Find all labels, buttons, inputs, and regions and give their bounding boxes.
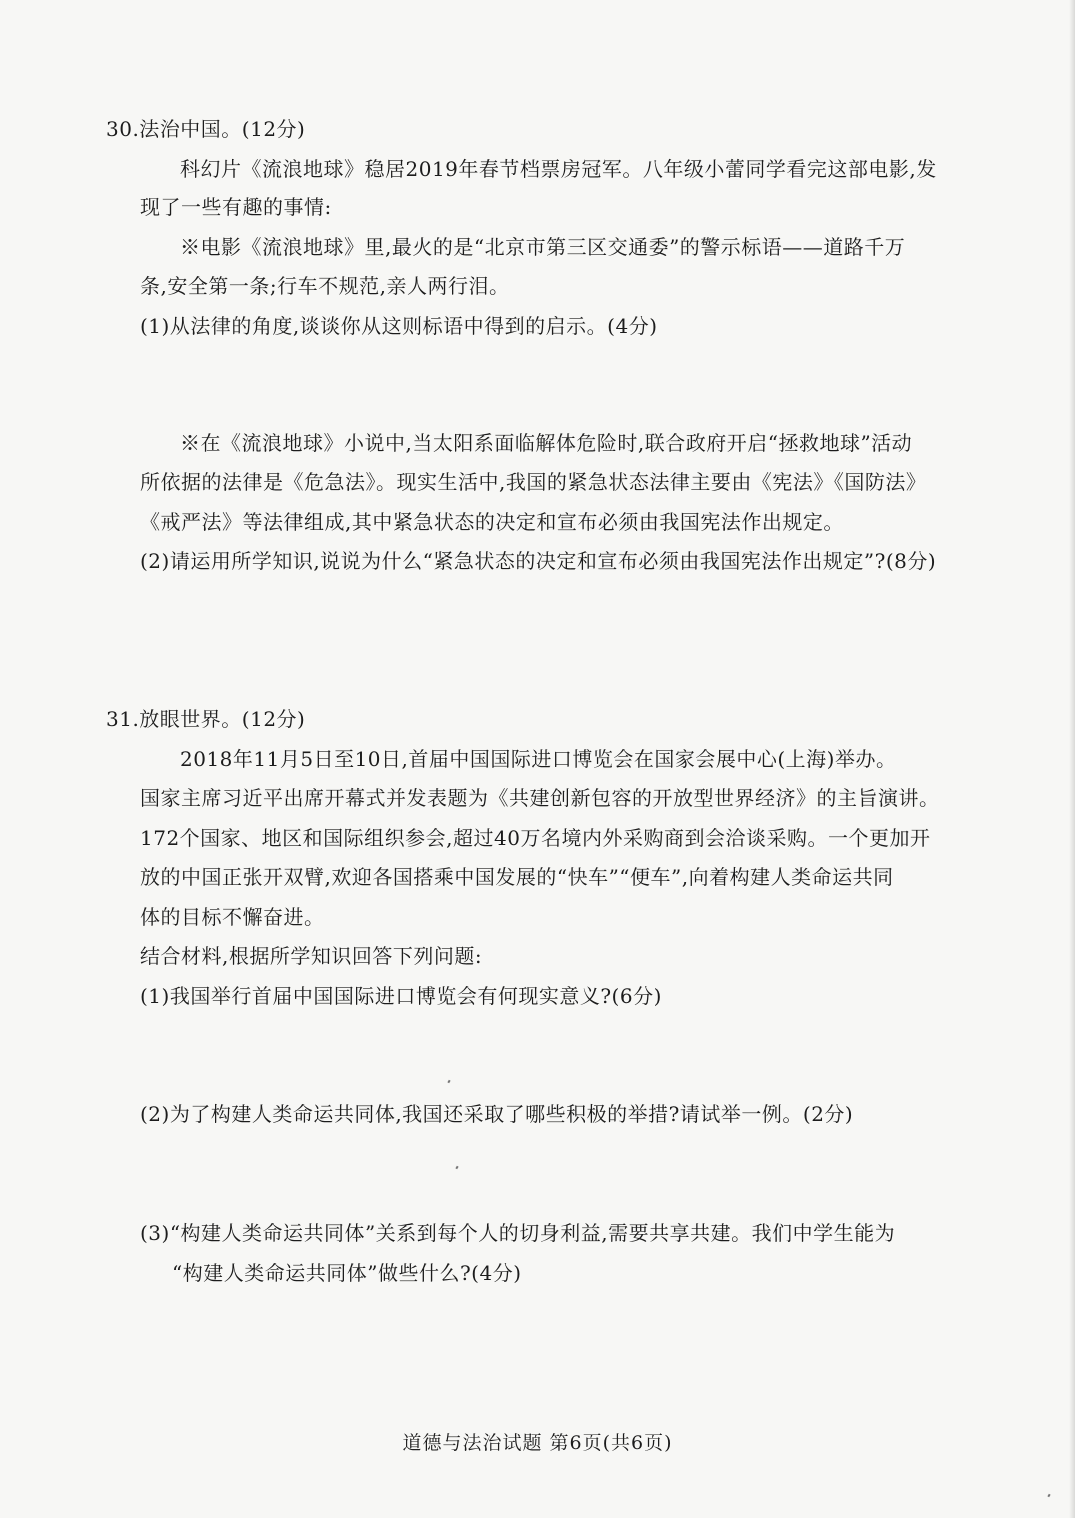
page-footer: 道德与法治试题 第6页(共6页) — [402, 1432, 673, 1454]
q30-material2-line1: ※在《流浪地球》小说中,当太阳系面临解体危险时,联合政府开启“拯救地球”活动 — [180, 431, 913, 455]
q30-subquestion-1: (1)从法律的角度,谈谈你从这则标语中得到的启示。(4分) — [140, 314, 658, 338]
q31-title: 31.放眼世界。(12分) — [106, 707, 306, 731]
q30-intro-line1: 科幻片《流浪地球》稳居2019年春节档票房冠军。八年级小蕾同学看完这部电影,发 — [180, 157, 937, 181]
q31-subquestion-1: (1)我国举行首届中国国际进口博览会有何现实意义?(6分) — [140, 984, 662, 1008]
q30-material2-line3: 《戒严法》等法律组成,其中紧急状态的决定和宣布必须由我国宪法作出规定。 — [140, 510, 844, 534]
q30-intro-line2: 现了一些有趣的事情: — [140, 195, 332, 219]
q31-paragraph-line1: 2018年11月5日至10日,首届中国国际进口博览会在国家会展中心(上海)举办。 — [180, 747, 897, 771]
q31-paragraph-line3: 172个国家、地区和国际组织参会,超过40万名境内外采购商到会洽谈采购。一个更加开 — [140, 826, 931, 850]
q30-subquestion-2: (2)请运用所学知识,说说为什么“紧急状态的决定和宣布必须由我国宪法作出规定”?(8分) — [140, 549, 937, 573]
q31-paragraph-line5: 体的目标不懈奋进。 — [140, 905, 325, 929]
q31-paragraph-line2: 国家主席习近平出席开幕式并发表题为《共建创新包容的开放型世界经济》的主旨演讲。 — [140, 786, 940, 810]
q30-material1-line2: 条,安全第一条;行车不规范,亲人两行泪。 — [140, 274, 510, 298]
q31-subquestion-3-line2: “构建人类命运共同体”做些什么?(4分) — [172, 1261, 522, 1285]
scan-edge-shadow — [1069, 0, 1075, 1518]
q30-title: 30.法治中国。(12分) — [106, 117, 306, 141]
q30-material2-line2: 所依据的法律是《危急法》。现实生活中,我国的紧急状态法律主要由《宪法》《国防法》 — [140, 470, 927, 494]
q31-subquestion-2: (2)为了构建人类命运共同体,我国还采取了哪些积极的举措?请试举一例。(2分) — [140, 1102, 854, 1126]
scan-speck — [1047, 1494, 1050, 1498]
scan-speck — [455, 1166, 458, 1170]
q31-instruction: 结合材料,根据所学知识回答下列问题: — [140, 944, 483, 968]
q31-subquestion-3-line1: (3)“构建人类命运共同体”关系到每个人的切身利益,需要共享共建。我们中学生能为 — [140, 1221, 896, 1245]
scan-speck — [447, 1080, 450, 1084]
q31-paragraph-line4: 放的中国正张开双臂,欢迎各国搭乘中国发展的“快车”“便车”,向着构建人类命运共同 — [140, 865, 894, 889]
q30-material1-line1: ※电影《流浪地球》里,最火的是“北京市第三区交通委”的警示标语——道路千万 — [180, 235, 906, 259]
